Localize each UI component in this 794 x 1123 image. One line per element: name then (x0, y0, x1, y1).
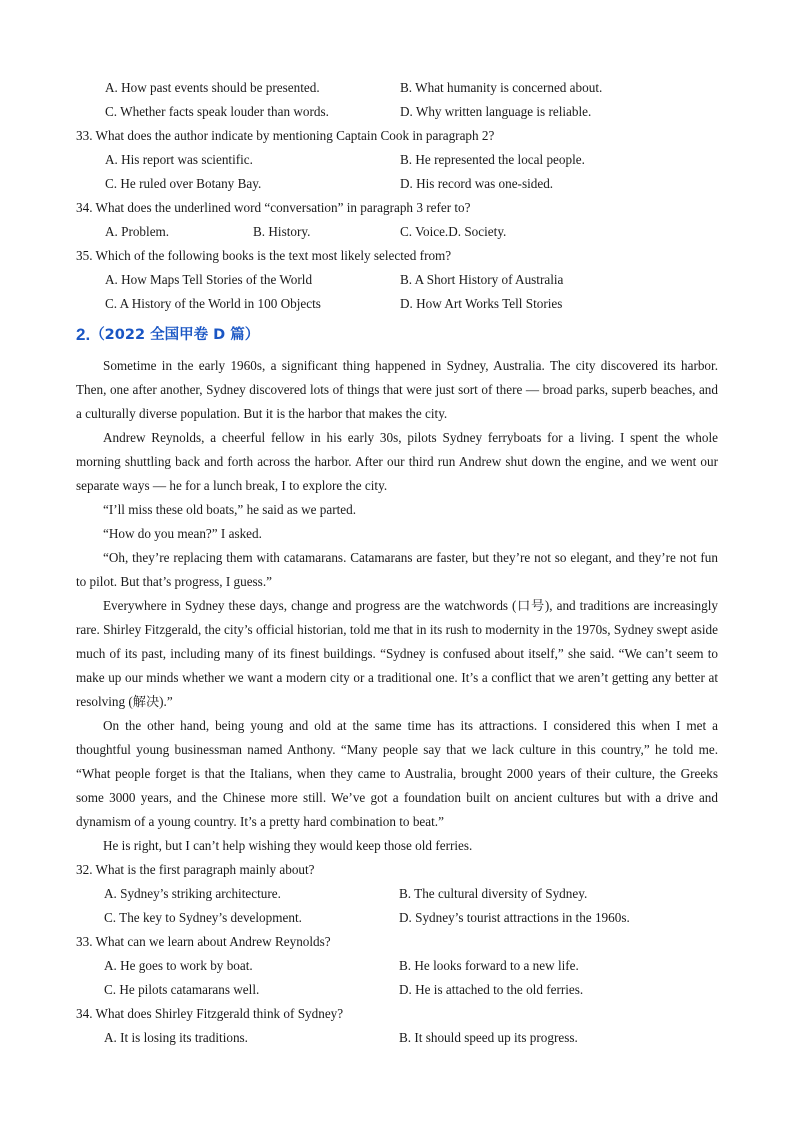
option-a: A. Problem. (105, 224, 170, 239)
section-title: （2022 全国甲卷 D 篇） (90, 327, 260, 343)
options-row (76, 76, 718, 100)
section-number: 2. (76, 325, 91, 344)
passage-paragraph: “Oh, they’re replacing them with catamarans. Catamarans are faster, but they’re not so elegant, and they’re not fun to pilot. But that’s progress, I guess.” (76, 550, 718, 589)
option-a: A. It is losing its traditions. (104, 1030, 248, 1045)
options-row (76, 100, 718, 124)
passage-paragraph: “I’ll miss these old boats,” he said as we parted. (103, 502, 357, 517)
question-stem: 34. What does the underlined word “conversation” in paragraph 3 refer to? (76, 200, 471, 215)
option-d: D. He is attached to the old ferries. (399, 982, 584, 997)
option-b: B. History. (253, 224, 311, 239)
passage-paragraph: On the other hand, being young and old at the same time has its attractions. I considered this when I met a thoughtful young businessman named Anthony. “Many people say that we lack culture in this country,” he told me. “What people forget is that the Italians, when they came to Australia, brought 2000 years of their culture, the Greeks some 3000 years, and the Chinese more still. We’ve got a foundation built on ancient cultures but with a drive and dynamism of a young country. It’s a pretty hard combination to beat.” (76, 718, 718, 829)
option-d: D. Why written language is reliable. (400, 104, 592, 119)
option-b: B. He looks forward to a new life. (399, 958, 579, 973)
options-row (76, 906, 718, 930)
question-stem: 32. What is the first paragraph mainly about? (76, 862, 315, 877)
options-row (76, 172, 718, 196)
option-c: C. The key to Sydney’s development. (104, 910, 302, 925)
question-stem: 33. What can we learn about Andrew Reynolds? (76, 934, 331, 949)
option-b: B. A Short History of Australia (400, 272, 564, 287)
option-a: A. He goes to work by boat. (104, 958, 253, 973)
option-d: D. His record was one-sided. (400, 176, 554, 191)
options-row (76, 268, 718, 292)
option-b: B. He represented the local people. (400, 152, 585, 167)
question-stem: 33. What does the author indicate by mentioning Captain Cook in paragraph 2? (76, 128, 495, 143)
options-row (76, 1026, 718, 1050)
option-a: A. How Maps Tell Stories of the World (105, 272, 313, 287)
option-c: C. Whether facts speak louder than words. (105, 104, 329, 119)
options-row (76, 882, 718, 906)
options-row (76, 292, 718, 316)
option-c: C. A History of the World in 100 Objects (105, 296, 321, 311)
option-d: D. Sydney’s tourist attractions in the 1960s. (399, 910, 630, 925)
option-a: A. How past events should be presented. (105, 80, 320, 95)
passage-paragraph: Andrew Reynolds, a cheerful fellow in his early 30s, pilots Sydney ferryboats for a living. I spent the whole morning shuttling back and forth across the harbor. After our third run Andrew shut down the engine, and we went our separate ways — he for a lunch break, I to explore the city. (76, 430, 718, 493)
option-b: B. The cultural diversity of Sydney. (399, 886, 588, 901)
option-c: C. He pilots catamarans well. (104, 982, 260, 997)
options-row (76, 978, 718, 1002)
passage-paragraph: Sometime in the early 1960s, a significant thing happened in Sydney, Australia. The city discovered its harbor. Then, one after another, Sydney discovered lots of things that were just sort of there — broad parks, superb beaches, and a culturally diverse population. But it is the harbor that makes the city. (76, 358, 718, 421)
option-b: B. It should speed up its progress. (399, 1030, 578, 1045)
options-row (76, 148, 718, 172)
option-d: D. How Art Works Tell Stories (400, 296, 563, 311)
options-row (76, 220, 718, 244)
passage-paragraph: Everywhere in Sydney these days, change and progress are the watchwords (口号), and traditions are increasingly rare. Shirley Fitzgerald, the city’s official historian, told me that in its rush to modernity in the 1970s, Sydney swept aside much of its past, including many of its finest buildings. “Sydney is confused about itself,” she said. “We can’t seem to make up our minds whether we want a modern city or a traditional one. It’s a conflict that we aren’t getting any better at resolving (解决).” (76, 598, 718, 709)
passage-paragraph: He is right, but I can’t help wishing they would keep those old ferries. (103, 838, 473, 853)
document-page (76, 76, 718, 1050)
option-a: A. His report was scientific. (105, 152, 253, 167)
passage (76, 354, 718, 858)
option-c: C. He ruled over Botany Bay. (105, 176, 262, 191)
passage-paragraph: “How do you mean?” I asked. (103, 526, 262, 541)
options-row (76, 954, 718, 978)
option-b: B. What humanity is concerned about. (400, 80, 603, 95)
question-stem: 34. What does Shirley Fitzgerald think of Sydney? (76, 1006, 344, 1021)
option-cd: C. Voice.D. Society. (400, 224, 507, 239)
section-heading (76, 318, 718, 352)
question-stem: 35. Which of the following books is the text most likely selected from? (76, 248, 452, 263)
option-a: A. Sydney’s striking architecture. (104, 886, 281, 901)
